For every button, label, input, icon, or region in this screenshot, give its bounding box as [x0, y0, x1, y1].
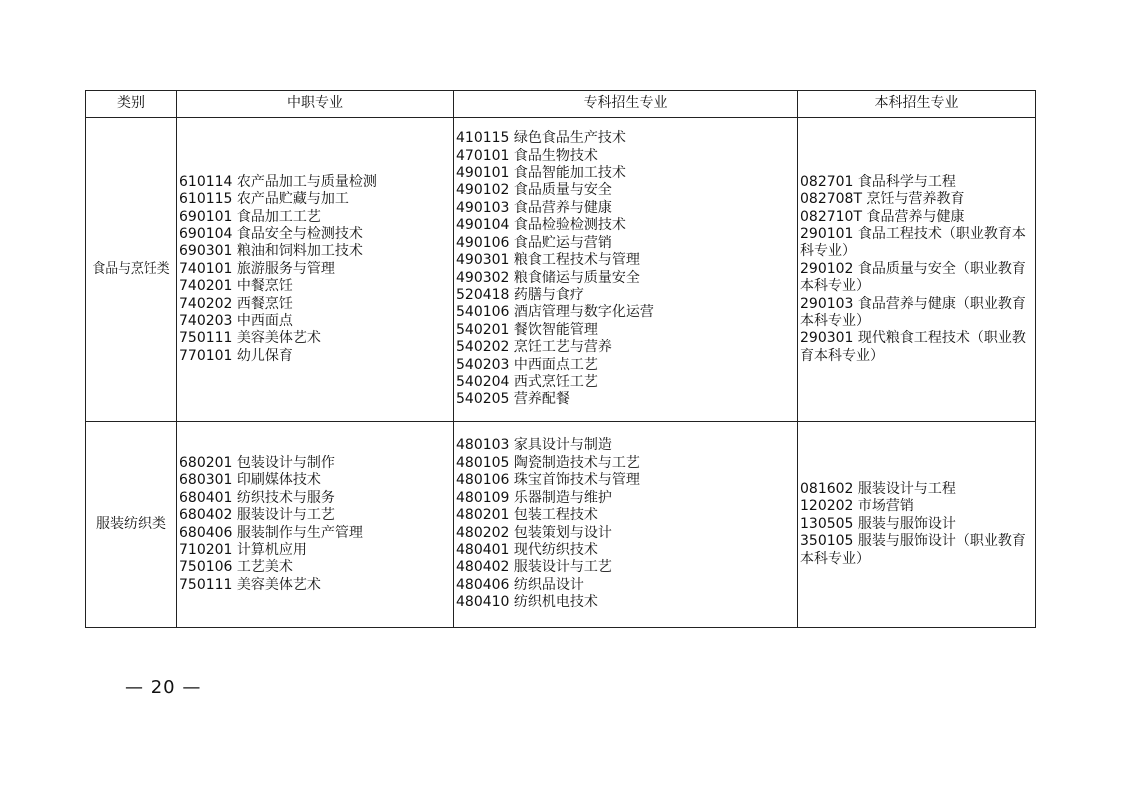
- major-catalog-table: [85, 90, 1036, 628]
- list-item: 740202 西餐烹饪: [179, 295, 293, 312]
- list-item: 490106 食品贮运与营销: [456, 234, 612, 251]
- header-secondary-majors: 中职专业: [177, 91, 454, 118]
- list-item: 690101 食品加工工艺: [179, 208, 321, 225]
- list-item: 290103 食品营养与健康（职业教育本科专业）: [800, 295, 1026, 330]
- junior-college-majors-cell: [454, 422, 798, 628]
- list-item: 480410 纺织机电技术: [456, 594, 598, 611]
- list-item: 082710T 食品营养与健康: [800, 208, 965, 225]
- list-item: 470101 食品生物技术: [456, 147, 598, 164]
- page-number: — 20 —: [125, 677, 202, 698]
- list-item: 290301 现代粮食工程技术（职业教育本科专业）: [800, 330, 1026, 364]
- list-item: 410115 绿色食品生产技术: [456, 130, 626, 147]
- list-item: 490101 食品智能加工技术: [456, 165, 626, 182]
- list-item: 081602 服装设计与工程: [800, 480, 956, 497]
- list-item: 690301 粮油和饲料加工技术: [179, 243, 363, 260]
- list-item: 480105 陶瓷制造技术与工艺: [456, 454, 640, 471]
- list-item: 610114 农产品加工与质量检测: [179, 173, 377, 190]
- list-item: 680401 纺织技术与服务: [179, 489, 335, 506]
- list-item: 130505 服装与服饰设计: [800, 515, 956, 532]
- list-item: 520418 药膳与食疗: [456, 286, 584, 303]
- secondary-majors-cell: [177, 118, 454, 422]
- list-item: 480106 珠宝首饰技术与管理: [456, 472, 640, 489]
- list-item: 490103 食品营养与健康: [456, 199, 612, 216]
- list-item: 480402 服装设计与工艺: [456, 559, 612, 576]
- list-item: 680406 服装制作与生产管理: [179, 524, 363, 541]
- list-item: 490301 粮食工程技术与管理: [456, 252, 640, 269]
- list-item: 540201 餐饮智能管理: [456, 321, 598, 338]
- list-item: 490302 粮食储运与质量安全: [456, 269, 640, 286]
- list-item: 480109 乐器制造与维护: [456, 489, 612, 506]
- table-header-row: [86, 91, 1036, 118]
- header-category: 类别: [86, 91, 177, 118]
- table-row: [86, 118, 1036, 422]
- list-item: 680402 服装设计与工艺: [179, 507, 335, 524]
- table-row: [86, 422, 1036, 628]
- list-item: 680301 印刷媒体技术: [179, 472, 321, 489]
- list-item: 740101 旅游服务与管理: [179, 260, 335, 277]
- list-item: 540106 酒店管理与数字化运营: [456, 304, 654, 321]
- junior-college-majors-cell: [454, 118, 798, 422]
- category-cell: [86, 118, 177, 422]
- list-item: 540204 西式烹饪工艺: [456, 373, 598, 390]
- list-item: 480406 纺织品设计: [456, 576, 584, 593]
- list-item: 490104 食品检验检测技术: [456, 217, 626, 234]
- list-item: 750111 美容美体艺术: [179, 330, 321, 347]
- list-item: 480401 现代纺织技术: [456, 541, 598, 558]
- header-junior-college-majors: 专科招生专业: [454, 91, 798, 118]
- list-item: 350105 服装与服饰设计（职业教育本科专业）: [800, 533, 1026, 567]
- list-item: 480103 家具设计与制造: [456, 437, 612, 454]
- list-item: 610115 农产品贮藏与加工: [179, 191, 349, 208]
- list-item: 750111 美容美体艺术: [179, 576, 321, 593]
- list-item: 290101 食品工程技术（职业教育本科专业）: [800, 225, 1026, 260]
- header-undergraduate-majors: 本科招生专业: [798, 91, 1036, 118]
- list-item: 770101 幼儿保育: [179, 347, 293, 364]
- list-item: 680201 包装设计与制作: [179, 454, 335, 471]
- list-item: 490102 食品质量与安全: [456, 182, 612, 199]
- category-label: 食品与烹饪类: [92, 260, 170, 277]
- list-item: 750106 工艺美术: [179, 559, 293, 576]
- list-item: 540203 中西面点工艺: [456, 356, 598, 373]
- list-item: 480201 包装工程技术: [456, 507, 598, 524]
- secondary-majors-cell: [177, 422, 454, 628]
- list-item: 290102 食品质量与安全（职业教育本科专业）: [800, 260, 1026, 295]
- list-item: 540205 营养配餐: [456, 391, 570, 408]
- category-cell: [86, 422, 177, 628]
- list-item: 690104 食品安全与检测技术: [179, 225, 363, 242]
- undergraduate-majors-cell: [798, 422, 1036, 628]
- category-label: 服装纺织类: [96, 515, 166, 532]
- list-item: 740203 中西面点: [179, 313, 293, 330]
- list-item: 710201 计算机应用: [179, 541, 307, 558]
- list-item: 120202 市场营销: [800, 498, 914, 515]
- list-item: 082701 食品科学与工程: [800, 173, 956, 190]
- list-item: 082708T 烹饪与营养教育: [800, 191, 965, 208]
- list-item: 740201 中餐烹饪: [179, 278, 293, 295]
- list-item: 540202 烹饪工艺与营养: [456, 339, 612, 356]
- undergraduate-majors-cell: [798, 118, 1036, 422]
- list-item: 480202 包装策划与设计: [456, 524, 612, 541]
